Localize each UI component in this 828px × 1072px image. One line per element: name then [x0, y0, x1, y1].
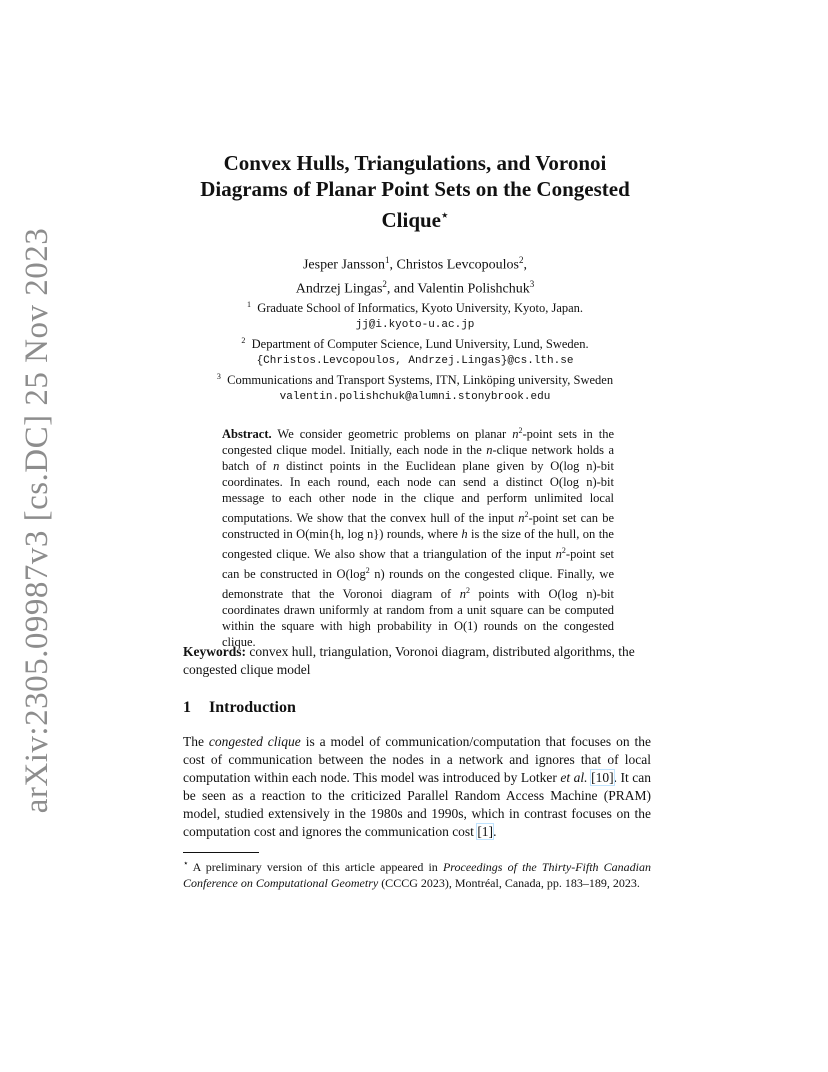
title-line-3-text: Clique — [381, 208, 441, 232]
math-n: n — [512, 427, 519, 442]
body-text: The — [183, 734, 209, 749]
affiliation-number: 2 — [241, 335, 246, 345]
section-title: Introduction — [209, 699, 296, 716]
author-sup: 1 — [385, 255, 390, 265]
title-line-2: Diagrams of Planar Point Sets on the Congested — [200, 177, 630, 201]
abstract-text: -point set can be constructed in — [222, 510, 615, 541]
abstract-text: -bit coordinates. In each round, each node can send a distinct — [222, 458, 614, 489]
footnote-rule — [183, 852, 259, 853]
abstract-text: rounds on the congested clique. Finally, we demonstrate that the Voronoi diagram of — [222, 566, 615, 601]
footnote-emphasis: Proceedings of the Thirty-Fifth Canadian Conference on Computational Geometry — [183, 860, 651, 890]
math-expr: O(min{h, log n}) — [296, 526, 384, 541]
footnote-mark: ⋆ — [183, 858, 189, 868]
abstract-text: -point sets in the congested clique model. Initially, each node in the — [222, 427, 614, 458]
citation-link[interactable]: [1] — [477, 824, 494, 839]
affiliation-number: 3 — [216, 371, 221, 381]
author-list — [200, 251, 630, 298]
abstract-text: -clique network holds a batch of — [222, 443, 614, 473]
body-text: . — [493, 824, 497, 839]
author-jansson: Jesper Jansson — [302, 257, 386, 273]
arxiv-stamp — [6, 227, 70, 813]
abstract-text: -point set can be constructed in — [222, 546, 614, 581]
math-n: n — [555, 546, 562, 561]
affiliation-text: Graduate School of Informatics, Kyoto University, Kyoto, Japan. — [257, 301, 584, 316]
math-n: n — [459, 586, 466, 601]
math-expr: O(log n) — [548, 586, 597, 601]
author-levcopoulos: Christos Levcopoulos — [396, 257, 520, 273]
math-h: h — [461, 526, 468, 541]
keywords — [183, 643, 653, 679]
math-sup: 2 — [465, 585, 470, 595]
email-2[interactable]: {Christos.Levcopoulos, Andrzej.Lingas}@cs.lth.se — [256, 354, 574, 367]
keywords-label: Keywords: — [183, 644, 246, 659]
math-n: n — [518, 510, 525, 525]
footnote-text: (CCCG 2023), Montréal, Canada, pp. 183–189, 2023. — [378, 876, 640, 890]
footnote — [183, 855, 651, 891]
author-separator: , and — [386, 281, 418, 297]
title-line-1: Convex Hulls, Triangulations, and Voronoi — [223, 151, 607, 175]
math-n: n — [273, 458, 280, 473]
email-3[interactable]: valentin.polishchuk@alumni.stonybrook.edu — [279, 390, 551, 403]
title-footnote-mark: ⋆ — [441, 208, 449, 222]
citation-link[interactable]: [10] — [591, 770, 614, 785]
abstract-text: -bit message to each other node in the clique and perform unlimited local computations. We show that the convex hull of the input — [222, 474, 614, 525]
section-number: 1 — [183, 699, 191, 716]
emphasis: congested clique — [208, 734, 301, 749]
abstract-text: is the size of the hull, on the congested clique. We also show that a triangulation of the input — [222, 526, 614, 561]
affiliation-number: 1 — [246, 300, 251, 309]
email-1[interactable]: jj@i.kyoto-u.ac.jp — [355, 318, 475, 331]
intro-paragraph — [183, 733, 651, 841]
body-text: . It can be seen as a reaction to the criticized Parallel Random Access Machine (PRAM) model, studied extensively in the 1980s and 1990s, which in contrast focuses on the computation cost and ignores the communication cost — [183, 770, 652, 839]
abstract-text: rounds on the congested clique. — [222, 618, 614, 649]
body-text: is a model of communication/computation that focuses on the cost of communication between the nodes in a network and ignores that of local computation within each node. This model was introduced by Lotker — [183, 734, 651, 785]
math-sup: 2 — [561, 545, 566, 555]
keywords-text: convex hull, triangulation, Voronoi diagram, distributed algorithms, the congested clique model — [183, 644, 635, 677]
author-separator: , — [389, 257, 397, 273]
author-line-2 — [200, 275, 630, 299]
math-expr: O(log — [336, 566, 366, 581]
affiliation-text: Department of Computer Science, Lund University, Lund, Sweden. — [251, 337, 589, 352]
affiliations — [170, 297, 660, 405]
arxiv-stamp-text: arXiv:2305.09987v3 [cs.DC] 25 Nov 2023 — [19, 227, 56, 813]
title-line-3 — [160, 202, 670, 233]
math-sup: 2 — [365, 565, 370, 575]
math-expr: O(log n) — [550, 458, 597, 473]
math-sup: 2 — [518, 426, 523, 435]
abstract-text: points with — [469, 586, 549, 601]
math-sup: 2 — [524, 509, 529, 519]
paper-title — [160, 150, 670, 233]
abstract-label: Abstract. — [222, 427, 272, 442]
author-lingas: Andrzej Lingas — [295, 281, 383, 297]
emphasis: et al. — [560, 770, 588, 785]
abstract-text: We consider geometric problems on planar — [271, 427, 513, 442]
footnote-text: A preliminary version of this article appeared in — [192, 860, 443, 874]
math-expr: O(1) — [453, 618, 478, 633]
abstract — [222, 423, 614, 651]
author-sup: 2 — [382, 278, 387, 289]
affiliation-1 — [170, 297, 660, 317]
author-sup: 2 — [519, 255, 524, 265]
author-separator: , — [523, 257, 528, 273]
math-n: n — [486, 443, 493, 458]
author-sup: 3 — [529, 278, 535, 289]
abstract-text: -bit coordinates drawn uniformly at random from a unit square can be computed within the square with high probability in — [222, 586, 614, 633]
abstract-text: distinct points in the Euclidean plane given by — [279, 458, 551, 473]
author-polishchuk: Valentin Polishchuk — [417, 281, 530, 297]
abstract-text: rounds, where — [383, 526, 462, 541]
affiliation-3 — [170, 369, 660, 389]
section-heading — [183, 699, 296, 717]
math-expr: O(log n) — [549, 474, 597, 489]
affiliation-2 — [170, 333, 660, 353]
author-line-1 — [200, 251, 630, 275]
math-expr: n) — [369, 566, 385, 581]
affiliation-text: Communications and Transport Systems, ITN, Linköping university, Sweden — [227, 373, 614, 388]
